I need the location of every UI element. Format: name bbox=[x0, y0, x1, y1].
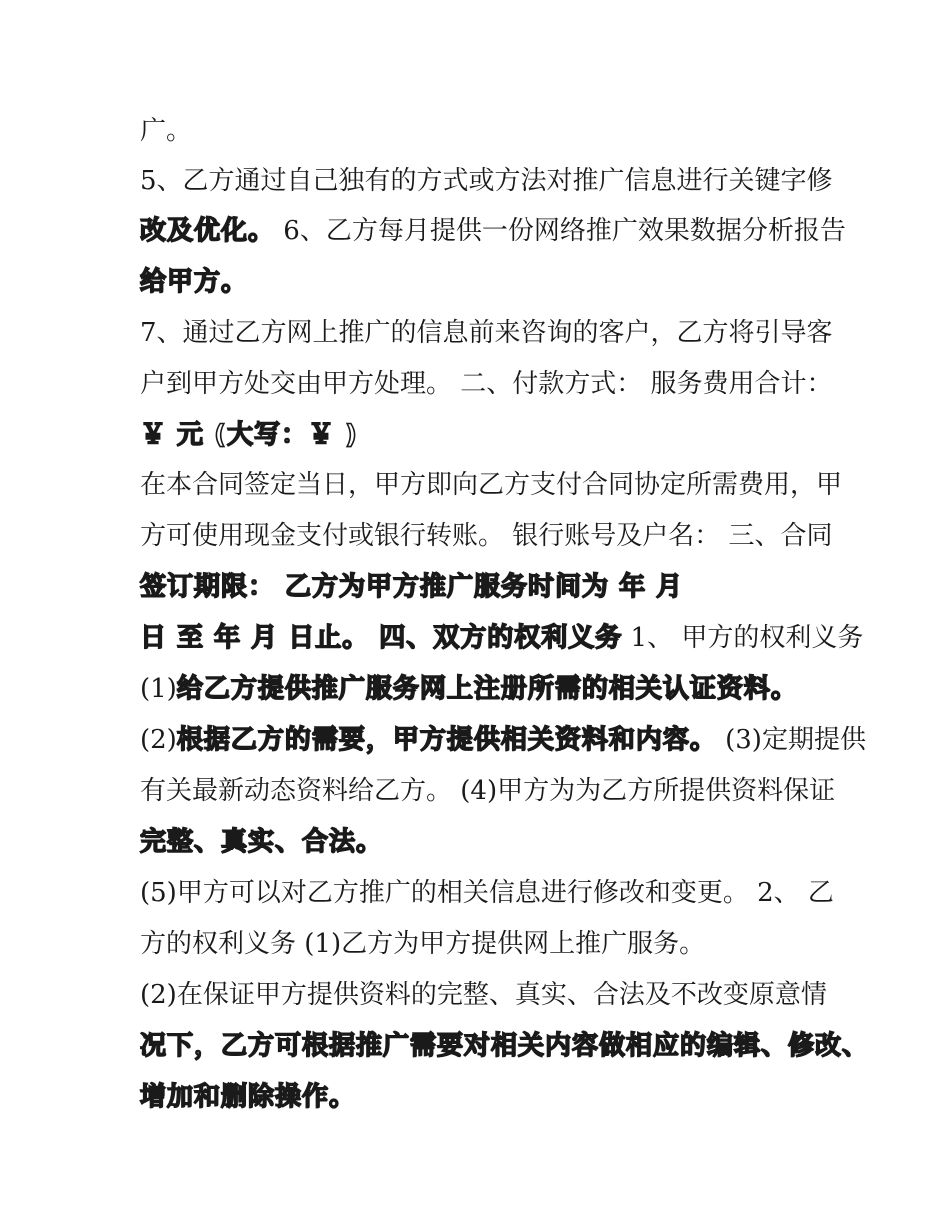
text-line bbox=[140, 113, 192, 149]
text-run: 方的权利义务 (1)乙方为甲方提供网上推广服务。 bbox=[140, 929, 706, 959]
text-line bbox=[140, 722, 866, 758]
text-run: 6、乙方每月提供一份网络推广效果数据分析报告 bbox=[275, 216, 846, 246]
text-line bbox=[140, 1028, 869, 1064]
text-line bbox=[140, 671, 798, 707]
text-line bbox=[140, 824, 383, 860]
text-run: 1、 甲方的权利义务 bbox=[622, 623, 864, 653]
text-run: (5)甲方可以对乙方推广的相关信息进行修改和变更。 2、 乙 bbox=[140, 878, 834, 908]
text-line bbox=[140, 773, 835, 809]
text-line bbox=[140, 417, 358, 453]
text-line bbox=[140, 926, 705, 962]
text-run: 况下，乙方可根据推广需要对相关内容做相应的编辑、修改、 bbox=[140, 1031, 870, 1061]
text-line bbox=[140, 620, 863, 656]
text-run: 改及优化。 bbox=[140, 216, 276, 246]
text-run: 签订期限： 乙方为甲方推广服务时间为 年 月 bbox=[140, 572, 684, 602]
text-run: 增加和删除操作。 bbox=[140, 1082, 357, 1112]
text-line bbox=[140, 163, 833, 199]
text-line bbox=[140, 518, 833, 554]
text-line bbox=[140, 366, 833, 402]
text-run: 根据乙方的需要，甲方提供相关资料和内容。 bbox=[176, 725, 717, 755]
text-run: 广。 bbox=[140, 116, 193, 146]
text-run: (1) bbox=[140, 674, 177, 704]
text-line bbox=[140, 977, 827, 1013]
text-run: 日 至 年 月 日止。 四、双方的权利义务 bbox=[140, 623, 623, 653]
text-line bbox=[140, 264, 248, 300]
text-run: (2)在保证甲方提供资料的完整、真实、合法及不改变原意情 bbox=[140, 980, 827, 1010]
text-line bbox=[140, 875, 834, 911]
text-line bbox=[140, 569, 683, 605]
text-line bbox=[140, 315, 833, 351]
text-run: (3)定期提供 bbox=[716, 725, 866, 755]
text-run: 完整、真实、合法。 bbox=[140, 827, 384, 857]
text-run: 7、通过乙方网上推广的信息前来咨询的客户，乙方将引导客 bbox=[140, 318, 833, 348]
text-line bbox=[140, 467, 842, 503]
text-run: 5、乙方通过自己独有的方式或方法对推广信息进行关键字修 bbox=[140, 166, 833, 196]
text-run: 有关最新动态资料给乙方。 (4)甲方为为乙方所提供资料保证 bbox=[140, 776, 836, 806]
text-run: 方可使用现金支付或银行转账。 银行账号及户名： 三、合同 bbox=[140, 521, 833, 551]
text-run: ￥ 元 (大写：￥ ) bbox=[140, 420, 358, 450]
text-run: (2) bbox=[140, 725, 177, 755]
text-run: 在本合同签定当日，甲方即向乙方支付合同协定所需费用，甲 bbox=[140, 470, 843, 500]
text-line bbox=[140, 213, 846, 249]
text-run: 给甲方。 bbox=[140, 267, 249, 297]
text-run: 户到甲方处交由甲方处理。 二、付款方式： 服务费用合计： bbox=[140, 369, 833, 399]
text-line bbox=[140, 1079, 356, 1115]
text-run: 给乙方提供推广服务网上注册所需的相关认证资料。 bbox=[176, 674, 798, 704]
